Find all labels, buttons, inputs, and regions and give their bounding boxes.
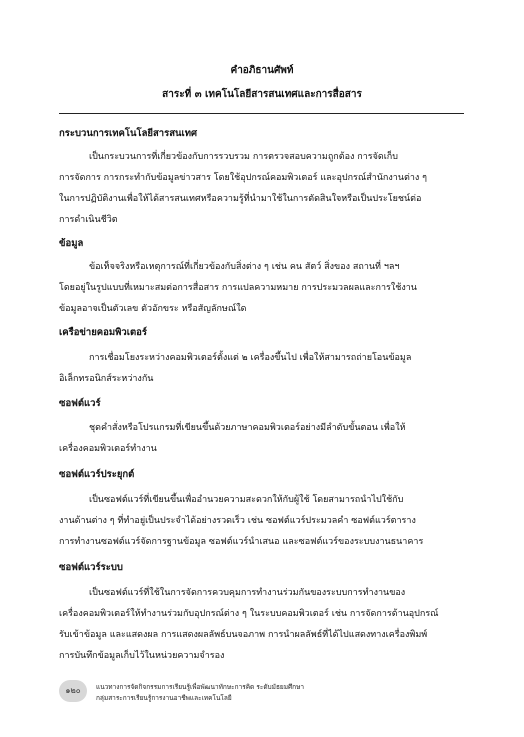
definition-line: อิเล็กทรอนิกส์ระหว่างกัน: [59, 374, 154, 384]
definition-line: เป็นซอฟต์แวร์ที่เขียนขึ้นเพื่ออำนวยความสะดวกให้กับผู้ใช้ โดยสามารถนำไปใช้กับ: [89, 495, 404, 505]
term-heading: กระบวนการเทคโนโลยีสารสนเทศ: [59, 128, 198, 139]
definition-line: การทำงานซอฟต์แวร์จัดการฐานข้อมูล ซอฟต์แวร์นำเสนอ และซอฟต์แวร์ของระบบงานธนาคาร: [59, 537, 424, 547]
page-subtitle: สาระที่ ๓ เทคโนโลยีสารสนเทศและการสื่อสาร: [162, 89, 362, 100]
definition-line: การบันทึกข้อมูลเก็บไว้ในหน่วยความจำรอง: [59, 651, 225, 661]
definition-line: ในการปฏิบัติงานเพื่อให้ได้สารสนเทศหรือความรู้ที่นำมาใช้ในการตัดสินใจหรือเป็นประโยชน์ต่อ: [59, 194, 422, 204]
title-underline: [59, 113, 464, 114]
term-heading: ซอฟต์แวร์: [59, 398, 101, 409]
definition-line: การดำเนินชีวิต: [59, 215, 118, 225]
definition-line: ชุดคำสั่งหรือโปรแกรมที่เขียนขึ้นด้วยภาษาคอมพิวเตอร์อย่างมีลำดับขั้นตอน เพื่อให้: [89, 423, 406, 433]
definition-line: งานด้านต่าง ๆ ที่ทำอยู่เป็นประจำได้อย่างรวดเร็ว เช่น ซอฟต์แวร์ประมวลคำ ซอฟต์แวร์ตาราง: [59, 516, 416, 526]
definition-line: เป็นซอฟต์แวร์ที่ใช้ในการจัดการควบคุมการทำงานร่วมกันของระบบการทำงานของ: [89, 588, 406, 598]
page-footer: [0, 676, 524, 716]
page-number-badge: ๑๒๐: [59, 680, 87, 702]
definition-line: การเชื่อมโยงระหว่างคอมพิวเตอร์ตั้งแต่ ๒ เครื่องขึ้นไป เพื่อให้สามารถถ่ายโอนข้อมูล: [89, 353, 412, 363]
term-heading: ซอฟต์แวร์ประยุกต์: [59, 469, 135, 480]
page-title: คำอภิธานศัพท์: [230, 65, 294, 76]
footer-line: แนวทางการจัดกิจกรรมการเรียนรู้เพื่อพัฒนาทักษะการคิด ระดับมัธยมศึกษา: [96, 683, 305, 691]
definition-line: เครื่องคอมพิวเตอร์ให้ทำงานร่วมกับอุปกรณ์ต่าง ๆ ในระบบคอมพิวเตอร์ เช่น การจัดการด้านอุปกรณ์: [59, 609, 439, 619]
definition-line: โดยอยู่ในรูปแบบที่เหมาะสมต่อการสื่อสาร การแปลความหมาย การประมวลผลและการใช้งาน: [59, 283, 417, 293]
definition-line: ข้อมูลอาจเป็นตัวเลข ตัวอักขระ หรือสัญลักษณ์ใด: [59, 304, 247, 314]
footer-line: กลุ่มสาระการเรียนรู้การงานอาชีพและเทคโนโลยี: [96, 694, 232, 702]
definition-line: รับเข้าข้อมูล และแสดงผล การแสดงผลลัพธ์บนจอภาพ การนำผลลัพธ์ที่ได้ไปแสดงทางเครื่องพิมพ์: [59, 630, 428, 640]
term-heading: ซอฟต์แวร์ระบบ: [59, 562, 123, 573]
term-heading: เครือข่ายคอมพิวเตอร์: [59, 327, 147, 338]
term-heading: ข้อมูล: [59, 238, 84, 249]
definition-line: การจัดการ การกระทำกับข้อมูลข่าวสาร โดยใช้อุปกรณ์คอมพิวเตอร์ และอุปกรณ์สำนักงานต่าง ๆ: [59, 173, 427, 183]
definition-line: ข้อเท็จจริงหรือเหตุการณ์ที่เกี่ยวข้องกับสิ่งต่าง ๆ เช่น คน สัตว์ สิ่งของ สถานที่ ฯลฯ: [89, 262, 400, 272]
definition-line: เครื่องคอมพิวเตอร์ทำงาน: [59, 444, 157, 454]
definition-line: เป็นกระบวนการที่เกี่ยวข้องกับการรวบรวม การตรวจสอบความถูกต้อง การจัดเก็บ: [89, 152, 398, 162]
